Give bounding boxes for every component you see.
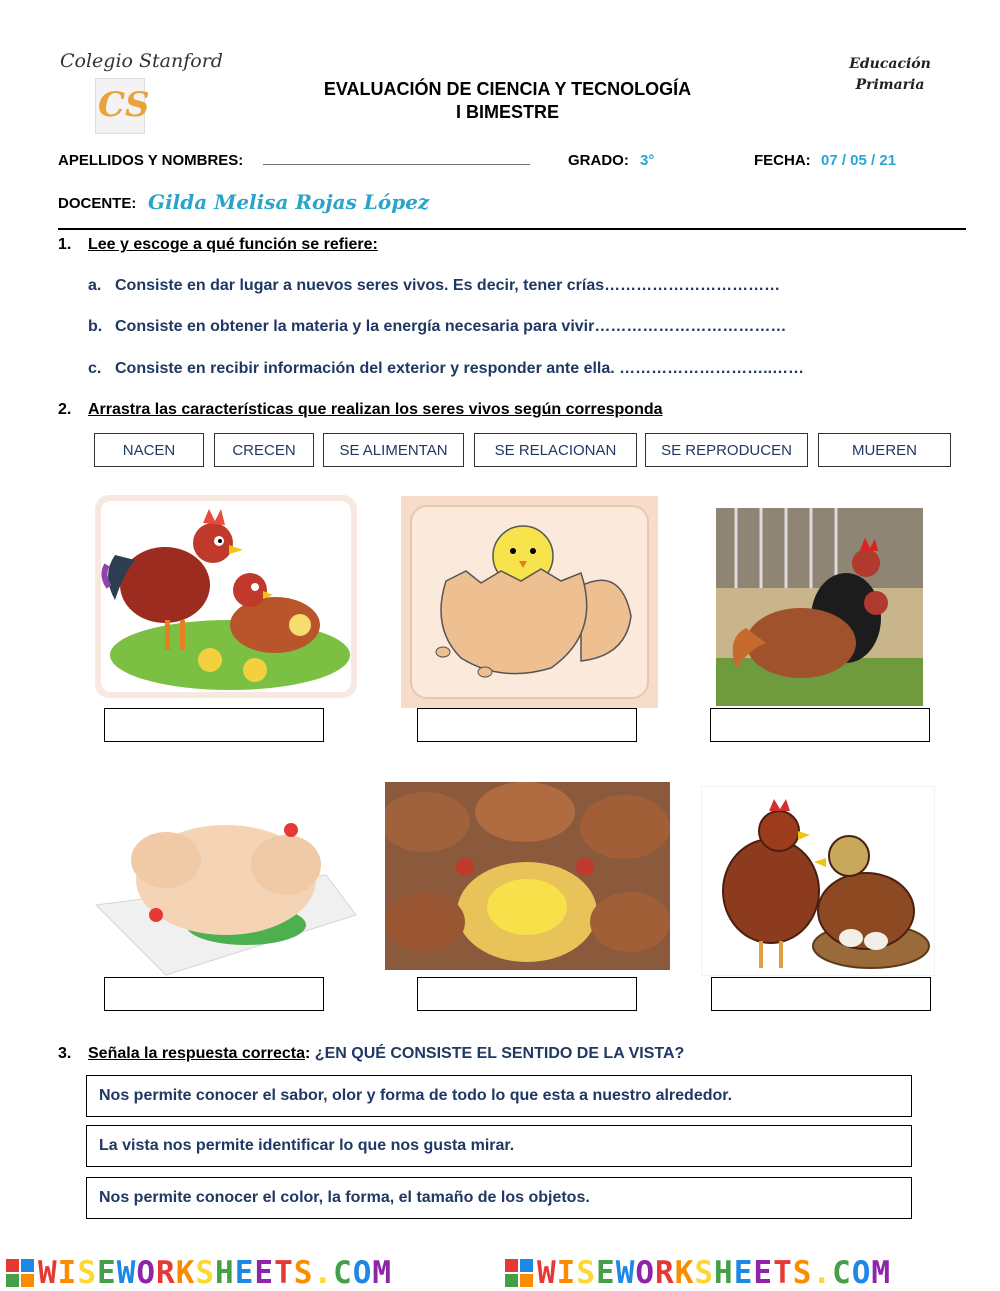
answer-box-6[interactable]: [711, 977, 931, 1011]
question-1: [58, 236, 378, 254]
option-3[interactable]: Nos permite conocer el color, la forma, el tamaño de los objetos.: [86, 1177, 912, 1219]
school-logo: [95, 78, 150, 134]
page-subtitle: I BIMESTRE: [455, 102, 559, 122]
date-label: FECHA:: [754, 152, 811, 169]
grade-label: GRADO:: [568, 152, 629, 169]
names-field[interactable]: ________________________________: [263, 150, 530, 167]
question-2-text: Arrastra las características que realizan los seres vivos según corresponda: [88, 401, 663, 418]
footer-brand-text-2: WISEWORKSHEETS.COM: [537, 1255, 892, 1291]
chip-se-relacionan[interactable]: SE RELACIONAN: [474, 433, 637, 467]
level-label-1: Educación: [849, 56, 931, 72]
option-2[interactable]: La vista nos permite identificar lo que nos gusta mirar.: [86, 1125, 912, 1167]
rooster-hen-chicks-image: [95, 495, 357, 698]
chick-hatching-image: [401, 496, 658, 708]
question-3-instruction: Señala la respuesta correcta: [88, 1045, 306, 1062]
teacher-label: DOCENTE:: [58, 195, 137, 212]
wiseworksheets-logo-icon: [6, 1259, 34, 1287]
header-divider: [58, 228, 966, 230]
q1-item-c: c. Consiste en recibir información del exterior y responder ante ella. ………………………..……: [88, 360, 805, 377]
answer-box-4[interactable]: [104, 977, 324, 1011]
answer-box-2[interactable]: [417, 708, 637, 742]
school-logo-name: Colegio Stanford: [60, 50, 223, 72]
chickens-farm-image: [716, 508, 923, 706]
date-value: 07 / 05 / 21: [821, 152, 897, 169]
chip-nacen[interactable]: NACEN: [94, 433, 204, 467]
chip-se-reproducen[interactable]: SE REPRODUCEN: [645, 433, 808, 467]
footer-brand-text-1: WISEWORKSHEETS.COM: [38, 1255, 393, 1291]
teacher-name: Gilda Melisa Rojas López: [148, 190, 430, 214]
chip-se-alimentan[interactable]: SE ALIMENTAN: [323, 433, 464, 467]
level-label-2: Primaria: [855, 77, 925, 93]
hens-nest-image: [701, 786, 935, 976]
answer-box-3[interactable]: [710, 708, 930, 742]
footer-brand: [0, 1255, 1000, 1291]
grade-value: 3°: [640, 152, 655, 169]
chip-crecen[interactable]: CRECEN: [214, 433, 314, 467]
question-3: 3. Señala la respuesta correcta: ¿EN QUÉ CONSISTE EL SENTIDO DE LA VISTA?: [58, 1045, 685, 1062]
page-title: EVALUACIÓN DE CIENCIA Y TECNOLOGÍA: [323, 79, 692, 99]
logo-monogram: CS: [98, 85, 150, 125]
option-1[interactable]: Nos permite conocer el sabor, olor y forma de todo lo que esta a nuestro alrededor.: [86, 1075, 912, 1117]
hens-eating-image: [385, 782, 670, 970]
q1-item-a: a. Consiste en dar lugar a nuevos seres vivos. Es decir, tener crías……………………………: [88, 277, 781, 294]
question-2: [58, 401, 663, 419]
question-2-number: 2.: [58, 401, 72, 418]
raw-chicken-image: [86, 805, 366, 977]
answer-box-5[interactable]: [417, 977, 637, 1011]
question-1-text: Lee y escoge a qué función se refiere:: [88, 236, 378, 253]
question-1-number: 1.: [58, 236, 72, 253]
q1-item-b: b. Consiste en obtener la materia y la energía necesaria para vivir………………………………: [88, 318, 787, 335]
chip-mueren[interactable]: MUEREN: [818, 433, 951, 467]
question-3-number: 3.: [58, 1045, 72, 1062]
names-label: APELLIDOS Y NOMBRES:: [58, 152, 244, 169]
wiseworksheets-logo-icon-2: [505, 1259, 533, 1287]
answer-box-1[interactable]: [104, 708, 324, 742]
question-3-text: ¿EN QUÉ CONSISTE EL SENTIDO DE LA VISTA?: [314, 1045, 685, 1062]
